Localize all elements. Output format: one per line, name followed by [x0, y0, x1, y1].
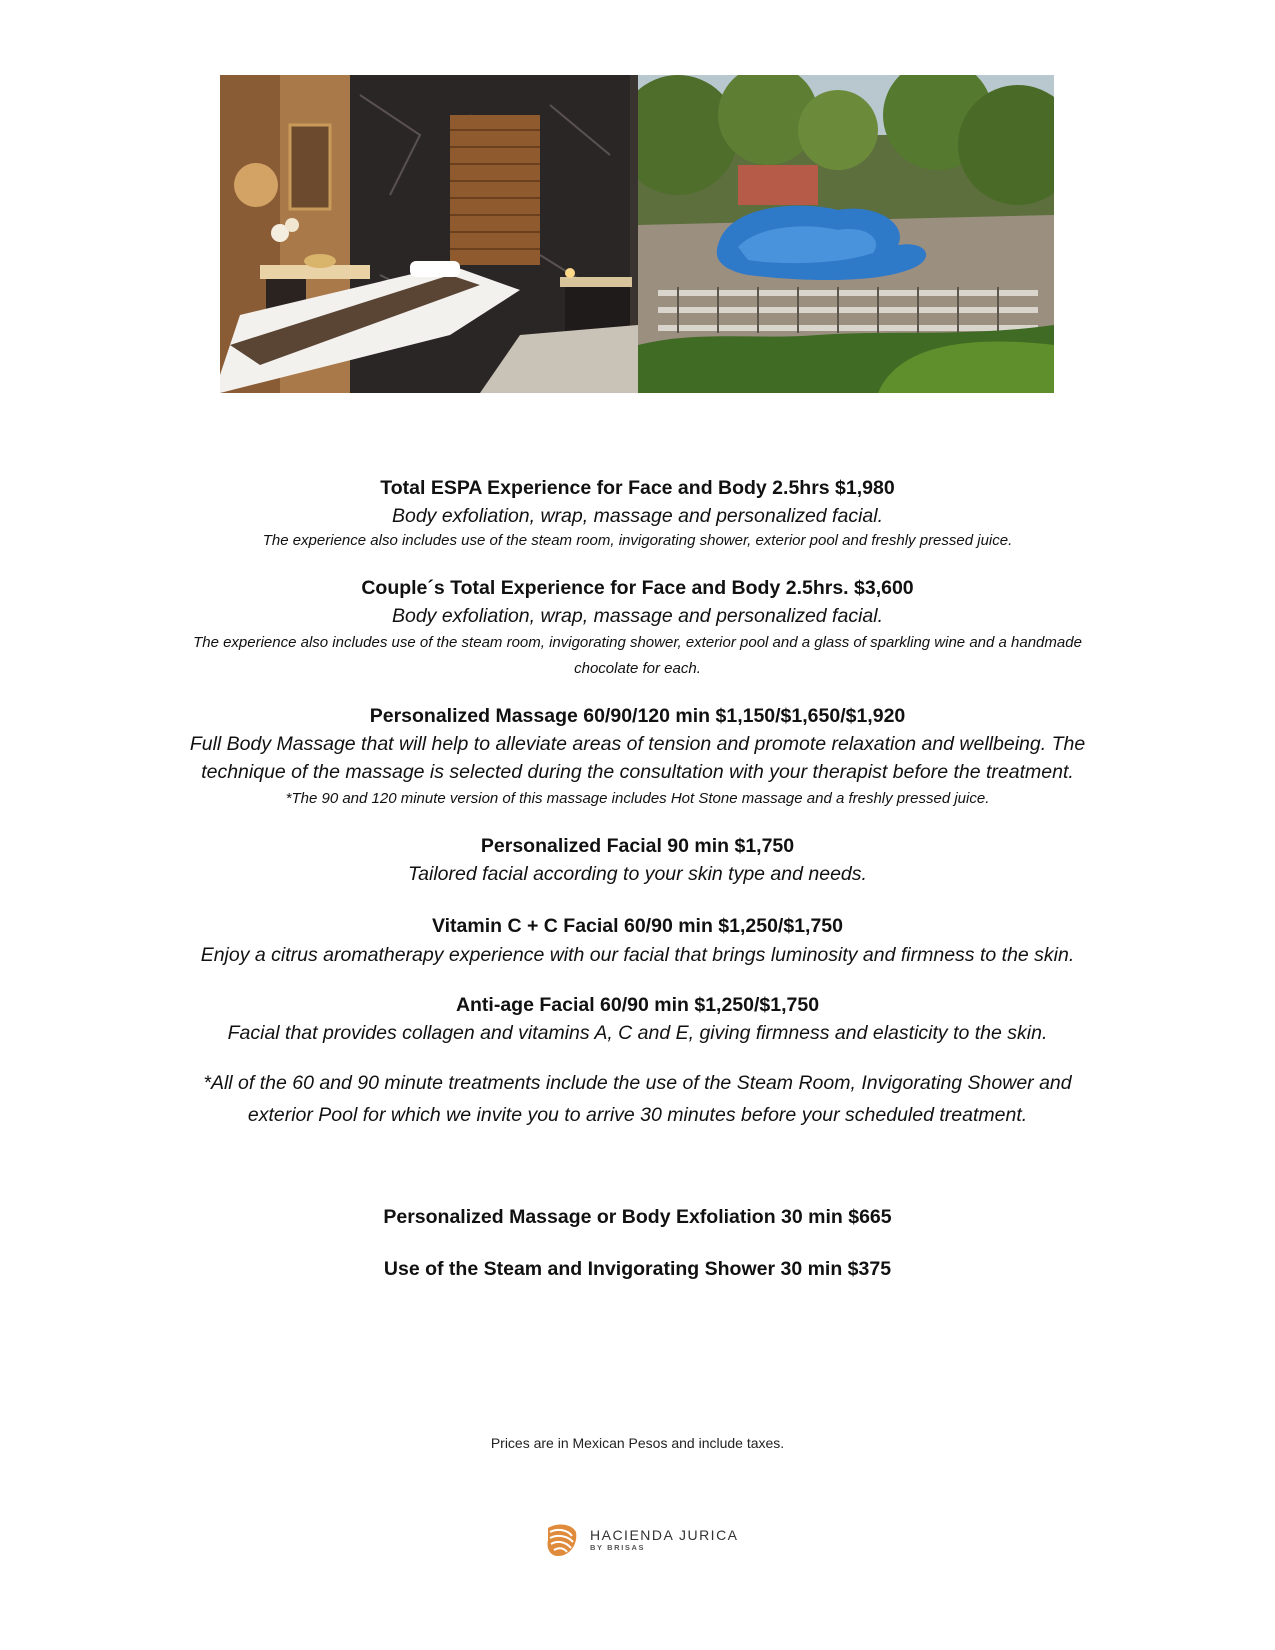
- treatment-title: Total ESPA Experience for Face and Body 2.5hrs $1,980: [380, 477, 895, 499]
- treatment-menu: [170, 474, 1105, 1283]
- treatment-note: *The 90 and 120 minute version of this massage includes Hot Stone massage and a freshly pressed juice.: [285, 790, 990, 807]
- header-photos: [220, 75, 1054, 393]
- treatment-personalized-massage: [170, 702, 1105, 812]
- treatment-personalized-facial: [170, 832, 1105, 888]
- treatment-title: Personalized Massage 60/90/120 min $1,150/$1,650/$1,920: [369, 705, 906, 727]
- treatment-description: Full Body Massage that will help to alleviate areas of tension and promote relaxation and wellbeing. The technique of the massage is selected during the consultation with your therapist before the treatment.: [189, 733, 1086, 783]
- treatment-total-espa: [170, 474, 1105, 554]
- brand-name: HACIENDA JURICA: [590, 1527, 739, 1543]
- general-treatment-note: *All of the 60 and 90 minute treatments include the use of the Steam Room, Invigorating Shower and exterior Pool for which we invite you to arrive 30 minutes before your scheduled treatment.: [203, 1072, 1072, 1126]
- brand-mark-icon: [544, 1522, 578, 1558]
- treatment-description: Body exfoliation, wrap, massage and personalized facial.: [391, 505, 884, 527]
- extra-massage-exfoliation: Personalized Massage or Body Exfoliation 30 min $665: [383, 1206, 892, 1228]
- treatment-description: Body exfoliation, wrap, massage and personalized facial.: [391, 605, 884, 627]
- treatment-vitamin-c-facial: [170, 912, 1105, 971]
- treatment-description: Tailored facial according to your skin type and needs.: [408, 863, 867, 885]
- spa-room-photo: [220, 75, 638, 393]
- pool-photo: [638, 75, 1054, 393]
- treatment-note: The experience also includes use of the steam room, invigorating shower, exterior pool and a glass of sparkling wine and a handmade chocolate for each.: [193, 634, 1082, 677]
- treatment-title: Personalized Facial 90 min $1,750: [480, 835, 795, 857]
- hacienda-jurica-logo: [544, 1522, 739, 1558]
- treatment-anti-age-facial: [170, 991, 1105, 1047]
- treatment-title: Vitamin C + C Facial 60/90 min $1,250/$1,750: [431, 915, 843, 937]
- treatment-description: Facial that provides collagen and vitamins A, C and E, giving firmness and elasticity to the skin.: [227, 1022, 1048, 1044]
- treatment-title: Couple´s Total Experience for Face and Body 2.5hrs. $3,600: [361, 577, 914, 599]
- brand-text: [590, 1527, 739, 1553]
- treatment-couples: [170, 574, 1105, 682]
- prices-note: Prices are in Mexican Pesos and include taxes.: [490, 1435, 785, 1451]
- treatment-note: The experience also includes use of the steam room, invigorating shower, exterior pool and freshly pressed juice.: [262, 532, 1013, 549]
- treatment-title: Anti-age Facial 60/90 min $1,250/$1,750: [455, 994, 820, 1016]
- treatment-description: Enjoy a citrus aromatherapy experience with our facial that brings luminosity and firmness to the skin.: [200, 944, 1075, 966]
- extra-steam-shower: Use of the Steam and Invigorating Shower 30 min $375: [383, 1258, 892, 1280]
- brand-subtitle: BY BRISAS: [590, 1543, 646, 1552]
